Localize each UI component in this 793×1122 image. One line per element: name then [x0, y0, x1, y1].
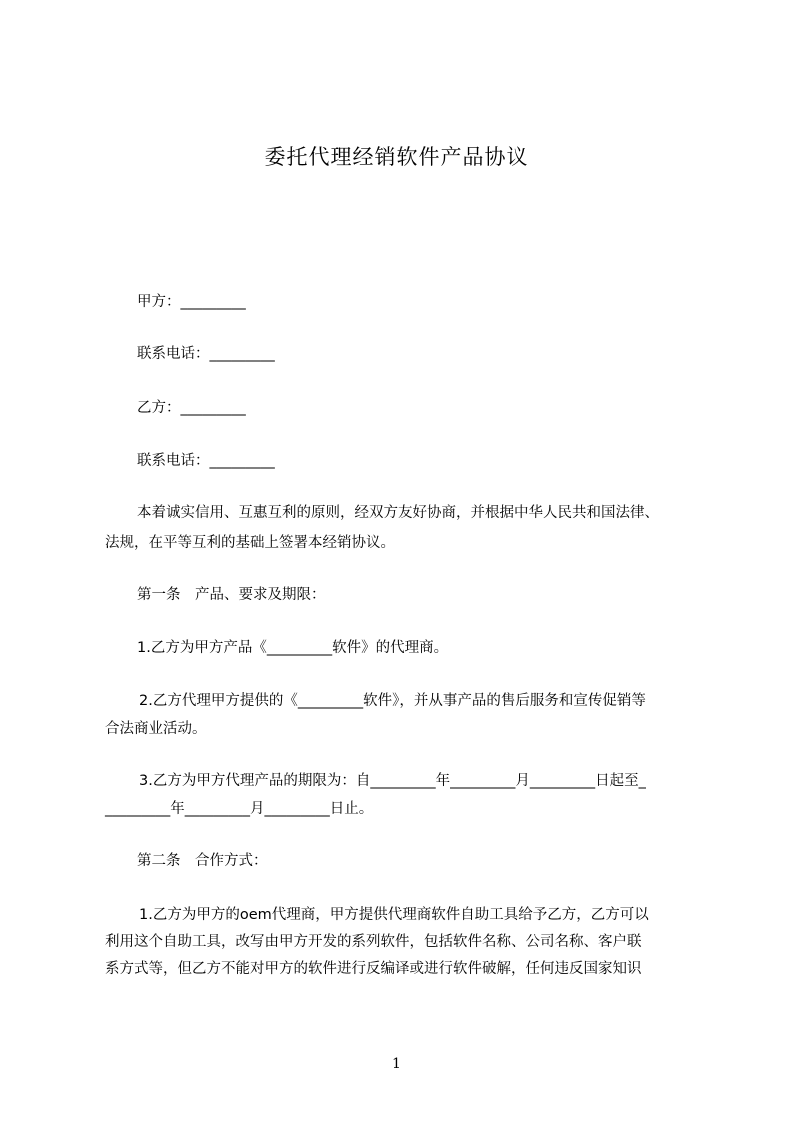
article-1-item-3-line-2: _________年_________月_________日止。: [105, 801, 374, 817]
article-1-item-1: 1.乙方为甲方产品《_________软件》的代理商。: [137, 640, 449, 656]
article-1-item-2-line-2: 合法商业活动。: [105, 721, 207, 737]
preamble-line-1: 本着诚实信用、互惠互利的原则，经双方友好协商，并根据中华人民共和国法律、: [137, 505, 659, 521]
article-2-item-1-line-2: 利用这个自助工具，改写由甲方开发的系列软件，包括软件名称、公司名称、客户联: [105, 934, 642, 950]
party-b-phone-line: 联系电话：_________: [137, 453, 275, 469]
preamble-line-2: 法规，在平等互利的基础上签署本经销协议。: [105, 535, 395, 551]
article-2-item-1-line-3: 系方式等，但乙方不能对甲方的软件进行反编译或进行软件破解，任何违反国家知识: [105, 961, 642, 977]
page-number: 1: [392, 1056, 401, 1072]
party-a-line: 甲方：_________: [137, 294, 246, 310]
article-1-heading: 第一条 产品、要求及期限：: [137, 587, 326, 603]
document-title: 委托代理经销软件产品协议: [264, 145, 529, 169]
article-1-item-3-line-1: 3.乙方为甲方代理产品的期限为：自_________年_________月_________日起至_: [139, 773, 646, 789]
article-2-item-1-line-1: 1.乙方为甲方的oem代理商，甲方提供代理商软件自助工具给予乙方，乙方可以: [139, 907, 649, 923]
article-1-item-2-line-1: 2.乙方代理甲方提供的《_________软件》，并从事产品的售后服务和宣传促销等: [139, 693, 646, 709]
party-b-line: 乙方：_________: [137, 400, 246, 416]
party-a-phone-line: 联系电话：_________: [137, 346, 275, 362]
article-2-heading: 第二条 合作方式：: [137, 853, 268, 869]
